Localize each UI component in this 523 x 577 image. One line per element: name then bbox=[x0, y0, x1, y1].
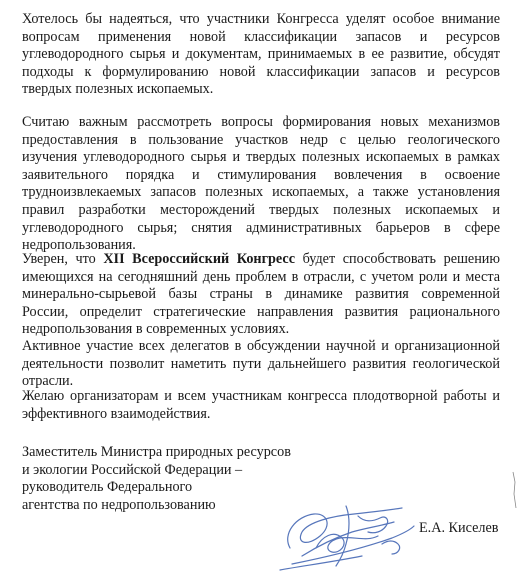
text-line: подходы к формулированию новой классификации запасов и ресурсов bbox=[22, 63, 500, 80]
signatory-title-line: агентства по недропользованию bbox=[22, 496, 216, 513]
margin-mark bbox=[510, 470, 520, 510]
paragraph-congress bbox=[22, 251, 500, 339]
text-line: твердых полезных ископаемых. bbox=[22, 81, 214, 98]
text-line: деятельности позволит наметить пути дальнейшего развития геологической bbox=[22, 355, 500, 372]
text-line: минерально-сырьевой базы страны в динамике развития современной bbox=[22, 286, 500, 303]
congress-name: XII Всероссийский Конгресс bbox=[103, 251, 295, 267]
signer-name: Е.А. Киселев bbox=[419, 520, 499, 536]
paragraph-participation bbox=[22, 338, 500, 391]
text-line: углеводородного сырья и документам, принимаемых в ее развитие, обсудят bbox=[22, 46, 500, 63]
text-line: эффективного взаимодействия. bbox=[22, 405, 211, 422]
handwritten-signature bbox=[262, 486, 422, 576]
paragraph-wishes bbox=[22, 388, 500, 423]
text-line: вопросам применения новой классификации запасов и ресурсов bbox=[22, 28, 500, 45]
text-line: Хотелось бы надеяться, что участники Конгресса уделят особое внимание bbox=[22, 11, 500, 27]
signatory-title-line: руководитель Федерального bbox=[22, 479, 193, 496]
text-line: заявительного порядка и стимулирования вовлечения в освоение bbox=[22, 166, 500, 183]
paragraph-mechanisms bbox=[22, 114, 500, 255]
paragraph-classification bbox=[22, 11, 500, 99]
text-line: углеводородного сырья; снятия административных барьеров в сфере bbox=[22, 219, 500, 236]
text-line: недропользования. bbox=[22, 237, 136, 254]
text-fragment: будет способствовать решению bbox=[295, 251, 500, 267]
signatory-title-line: и экологии Российской Федерации – bbox=[22, 461, 243, 478]
text-line: правил разработки месторождений твердых полезных ископаемых и bbox=[22, 201, 500, 218]
text-line: Активное участие всех делегатов в обсуждении научной и организационной bbox=[22, 338, 500, 354]
text-line: имеющихся на сегодняшний день проблем в отрасли, с учетом роли и места bbox=[22, 268, 500, 285]
text-line: отрасли. bbox=[22, 373, 74, 390]
text-line: трудноизвлекаемых запасов полезных ископаемых, а также установления bbox=[22, 184, 500, 201]
text-line: Желаю организаторам и всем участникам конгресса плодотворной работы и bbox=[22, 388, 500, 404]
signatory-title-line: Заместитель Министра природных ресурсов bbox=[22, 444, 291, 460]
text-line: недропользования в современных условиях. bbox=[22, 321, 290, 338]
text-line: предоставления в пользование участков недр с целью геологического bbox=[22, 131, 500, 148]
text-line: Считаю важным рассмотреть вопросы формирования новых механизмов bbox=[22, 114, 500, 130]
text-line-first bbox=[22, 251, 500, 269]
text-fragment: Уверен, что bbox=[22, 251, 104, 267]
text-line: России, определит стратегические направления развития рационального bbox=[22, 303, 500, 320]
text-line: изучения углеводородного сырья и твердых полезных ископаемых в рамках bbox=[22, 149, 500, 166]
